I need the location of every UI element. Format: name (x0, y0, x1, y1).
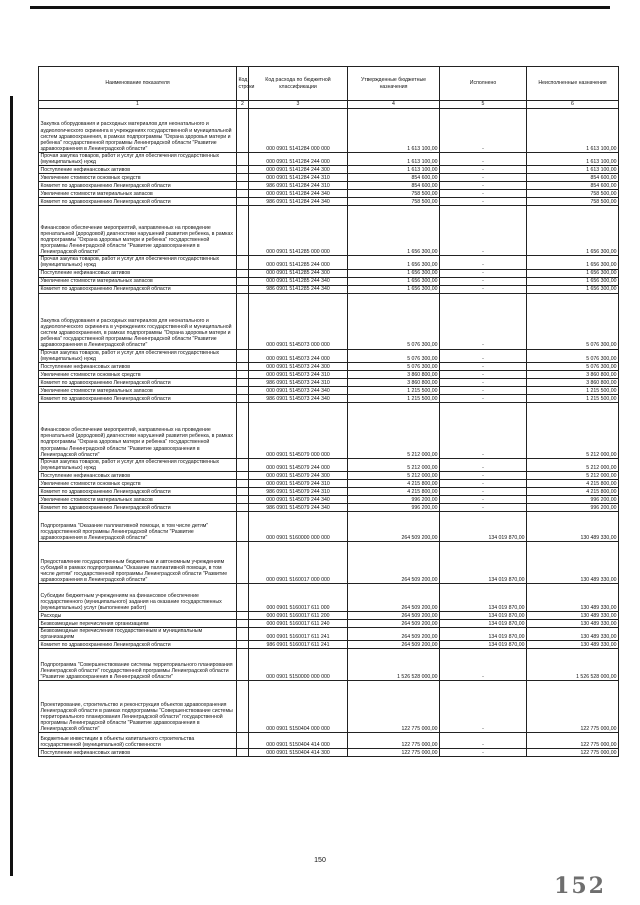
table-row (39, 628, 619, 641)
row-executed: - (440, 378, 527, 386)
row-approved: 122 775 000,00 (348, 749, 440, 757)
row-name: Комитет по здравоохранению Ленинградской области (39, 641, 237, 649)
row-line-code (237, 190, 249, 198)
row-line-code (237, 362, 249, 370)
row-name: Проектирование, строительство и реконструкция объектов здравоохранения Ленинградской области в рамках подпрограммы "Совершенствование системы территориального планирования Ленинградской области" государственной программы Ленинградской области "Развитие здравоохранения в Ленинградской области" (39, 681, 237, 733)
row-budget-code: 000 0901 5145079 244 340 (249, 496, 348, 504)
row-executed: - (440, 349, 527, 362)
row-line-code (237, 681, 249, 733)
row-executed: - (440, 362, 527, 370)
row-budget-code: 000 0901 5160017 000 000 (249, 542, 348, 584)
row-name: Предоставление государственным бюджетным и автономным учреждениям субсидий в рамках подпрограммы "Оказание паллиативной помощи, в том числе детям" государственной программы Ленинградской области "Развитие здравоохранения в Ленинградской области" (39, 542, 237, 584)
row-approved: 1 656 300,00 (348, 285, 440, 293)
row-executed: - (440, 190, 527, 198)
row-approved: 264 509 200,00 (348, 628, 440, 641)
row-budget-code: 000 0901 5150404 000 000 (249, 681, 348, 733)
row-approved: 758 500,00 (348, 190, 440, 198)
table-row (39, 542, 619, 584)
table-body (39, 109, 619, 757)
row-name: Финансовое обеспечение мероприятий, направленных на проведение пренатальной (дородовой) диагностики нарушений развития ребенка, в рамках подпрограммы "Охрана здоровья матери и ребенка" государственной программы Ленинградской области "Развитие здравоохранения в Ленинградской области" (39, 402, 237, 458)
row-remaining: 1 656 300,00 (527, 277, 619, 285)
row-executed: - (440, 277, 527, 285)
row-name: Поступление нефинансовых активов (39, 269, 237, 277)
row-name: Прочая закупка товаров, работ и услуг для обеспечения государственных (муниципальных) нужд (39, 153, 237, 166)
row-approved: 1 613 100,00 (348, 166, 440, 174)
row-executed: - (440, 293, 527, 349)
row-budget-code: 000 0901 5141284 244 310 (249, 174, 348, 182)
row-executed: - (440, 256, 527, 269)
row-remaining: 1 613 100,00 (527, 153, 619, 166)
row-name: Увеличение стоимости материальных запасов (39, 277, 237, 285)
row-line-code (237, 198, 249, 206)
row-executed: - (440, 285, 527, 293)
row-approved: 1 215 500,00 (348, 386, 440, 394)
row-budget-code: 000 0901 5145079 000 000 (249, 402, 348, 458)
row-approved: 122 775 000,00 (348, 681, 440, 733)
row-remaining: 5 076 300,00 (527, 362, 619, 370)
row-budget-code: 986 0901 5145073 244 310 (249, 378, 348, 386)
table-row (39, 458, 619, 471)
row-name: Увеличение стоимости материальных запасов (39, 190, 237, 198)
row-budget-code: 000 0901 5145079 244 000 (249, 458, 348, 471)
row-line-code (237, 612, 249, 620)
row-name: Комитет по здравоохранению Ленинградской области (39, 488, 237, 496)
row-line-code (237, 349, 249, 362)
row-remaining: 130 489 330,00 (527, 584, 619, 612)
row-name: Закупка оборудования и расходных материалов для неонатального и аудиологического скрининга в учреждениях государственной и муниципальной систем здравоохранения, в рамках подпрограммы "Охрана здоровья матери и ребенка" государственной программы Ленинградской области "Развитие здравоохранения в Ленинградской области" (39, 109, 237, 153)
table-row (39, 472, 619, 480)
table-row (39, 394, 619, 402)
row-remaining: 996 200,00 (527, 504, 619, 512)
row-line-code (237, 153, 249, 166)
row-executed: - (440, 394, 527, 402)
row-line-code (237, 620, 249, 628)
row-remaining: 3 860 800,00 (527, 378, 619, 386)
row-approved: 1 526 528 000,00 (348, 649, 440, 681)
row-line-code (237, 109, 249, 153)
row-remaining: 130 489 330,00 (527, 641, 619, 649)
column-number-row (39, 101, 619, 109)
table-row (39, 681, 619, 733)
row-budget-code: 986 0901 5160017 611 241 (249, 641, 348, 649)
row-approved: 1 613 100,00 (348, 153, 440, 166)
row-name: Комитет по здравоохранению Ленинградской области (39, 504, 237, 512)
row-name: Подпрограмма "Совершенствование системы территориального планирования Ленинградской области" государственной программы Ленинградской области "Развитие здравоохранения в Ленинградской области" (39, 649, 237, 681)
row-budget-code: 000 0901 5160000 000 000 (249, 512, 348, 542)
table-row (39, 749, 619, 757)
table-row (39, 362, 619, 370)
column-number: 4 (348, 101, 440, 109)
row-name: Увеличение стоимости основных средств (39, 370, 237, 378)
row-line-code (237, 174, 249, 182)
row-budget-code: 000 0901 5141284 244 300 (249, 166, 348, 174)
row-budget-code: 000 0901 5160017 611 200 (249, 612, 348, 620)
row-line-code (237, 628, 249, 641)
row-name: Закупка оборудования и расходных материалов для неонатального и аудиологического скрининга в учреждениях государственной и муниципальной систем здравоохранения, в рамках подпрограммы "Охрана здоровья матери и ребенка" государственной программы Ленинградской области "Развитие здравоохранения в Ленинградской области" (39, 293, 237, 349)
table-row (39, 620, 619, 628)
row-remaining: 1 656 300,00 (527, 269, 619, 277)
row-name: Бюджетные инвестиции в объекты капитального строительства государственной (муниципальной) собственности (39, 733, 237, 749)
row-line-code (237, 733, 249, 749)
row-remaining: 130 489 330,00 (527, 512, 619, 542)
row-line-code (237, 472, 249, 480)
table-row (39, 109, 619, 153)
row-line-code (237, 206, 249, 256)
row-remaining: 4 215 800,00 (527, 480, 619, 488)
column-number: 2 (237, 101, 249, 109)
row-executed: - (440, 370, 527, 378)
row-remaining: 5 076 300,00 (527, 349, 619, 362)
row-budget-code: 000 0901 5141285 244 300 (249, 269, 348, 277)
row-remaining: 854 600,00 (527, 182, 619, 190)
column-number: 5 (440, 101, 527, 109)
row-line-code (237, 378, 249, 386)
row-approved: 1 613 100,00 (348, 109, 440, 153)
row-executed: - (440, 749, 527, 757)
row-budget-code: 000 0901 5141285 244 000 (249, 256, 348, 269)
table-row (39, 641, 619, 649)
row-approved: 1 656 300,00 (348, 269, 440, 277)
row-budget-code: 000 0901 5141284 244 000 (249, 153, 348, 166)
column-number: 3 (249, 101, 348, 109)
row-executed: - (440, 198, 527, 206)
row-name: Поступление нефинансовых активов (39, 472, 237, 480)
row-name: Комитет по здравоохранению Ленинградской области (39, 198, 237, 206)
row-remaining: 5 212 000,00 (527, 402, 619, 458)
row-budget-code: 000 0901 5141284 000 000 (249, 109, 348, 153)
row-executed: 134 019 870,00 (440, 612, 527, 620)
row-remaining: 5 076 300,00 (527, 293, 619, 349)
row-line-code (237, 512, 249, 542)
row-budget-code: 986 0901 5145073 244 340 (249, 394, 348, 402)
row-approved: 264 509 200,00 (348, 512, 440, 542)
table-row (39, 293, 619, 349)
row-budget-code: 000 0901 5145073 244 340 (249, 386, 348, 394)
row-executed: - (440, 504, 527, 512)
row-approved: 264 509 200,00 (348, 620, 440, 628)
row-executed: 134 019 870,00 (440, 641, 527, 649)
row-approved: 758 500,00 (348, 198, 440, 206)
row-line-code (237, 480, 249, 488)
header-row (39, 67, 619, 101)
table-row (39, 256, 619, 269)
table-row (39, 386, 619, 394)
row-remaining: 758 500,00 (527, 198, 619, 206)
table-row (39, 649, 619, 681)
row-executed: 134 019 870,00 (440, 542, 527, 584)
row-approved: 5 076 300,00 (348, 349, 440, 362)
row-line-code (237, 182, 249, 190)
header-remaining: Неисполненные назначения (527, 67, 619, 101)
row-line-code (237, 641, 249, 649)
row-budget-code: 000 0901 5145079 244 310 (249, 480, 348, 488)
row-line-code (237, 488, 249, 496)
archive-stamp: 152 (554, 873, 606, 899)
row-line-code (237, 386, 249, 394)
row-remaining: 130 489 330,00 (527, 628, 619, 641)
row-executed: 134 019 870,00 (440, 512, 527, 542)
row-executed: - (440, 649, 527, 681)
table-row (39, 349, 619, 362)
row-line-code (237, 277, 249, 285)
row-budget-code: 000 0901 5145073 000 000 (249, 293, 348, 349)
row-line-code (237, 256, 249, 269)
row-budget-code: 000 0901 5141285 000 000 (249, 206, 348, 256)
row-executed: - (440, 480, 527, 488)
row-budget-code: 000 0901 5145073 244 000 (249, 349, 348, 362)
table-row (39, 285, 619, 293)
row-budget-code: 000 0901 5145079 244 300 (249, 472, 348, 480)
row-line-code (237, 370, 249, 378)
row-executed: - (440, 402, 527, 458)
row-remaining: 122 775 000,00 (527, 681, 619, 733)
row-line-code (237, 649, 249, 681)
row-budget-code: 000 0901 5160017 611 241 (249, 628, 348, 641)
row-remaining: 3 860 800,00 (527, 370, 619, 378)
row-line-code (237, 269, 249, 277)
table-row (39, 269, 619, 277)
row-name: Безвозмездные перечисления организациям (39, 620, 237, 628)
row-name: Прочая закупка товаров, работ и услуг для обеспечения государственных (муниципальных) нужд (39, 349, 237, 362)
row-approved: 3 860 800,00 (348, 370, 440, 378)
row-line-code (237, 293, 249, 349)
row-approved: 4 215 800,00 (348, 480, 440, 488)
row-name: Поступление нефинансовых активов (39, 362, 237, 370)
row-executed: - (440, 488, 527, 496)
row-approved: 264 509 200,00 (348, 584, 440, 612)
row-approved: 122 775 000,00 (348, 733, 440, 749)
row-executed: 134 019 870,00 (440, 584, 527, 612)
row-approved: 854 600,00 (348, 182, 440, 190)
row-budget-code: 000 0901 5150000 000 000 (249, 649, 348, 681)
row-budget-code: 000 0901 5150404 414 300 (249, 749, 348, 757)
table-row (39, 370, 619, 378)
row-budget-code: 000 0901 5150404 414 000 (249, 733, 348, 749)
row-budget-code: 986 0901 5145079 244 310 (249, 488, 348, 496)
row-remaining: 130 489 330,00 (527, 612, 619, 620)
header-budget-code: Код расхода по бюджетной классификации (249, 67, 348, 101)
row-remaining: 1 215 500,00 (527, 394, 619, 402)
row-executed: - (440, 458, 527, 471)
header-indicator-name: Наименование показателя (39, 67, 237, 101)
row-approved: 5 076 300,00 (348, 293, 440, 349)
row-name: Прочая закупка товаров, работ и услуг для обеспечения государственных (муниципальных) нужд (39, 256, 237, 269)
row-approved: 996 200,00 (348, 496, 440, 504)
row-approved: 1 656 300,00 (348, 277, 440, 285)
row-budget-code: 986 0901 5141285 244 340 (249, 285, 348, 293)
row-name: Субсидии бюджетным учреждениям на финансовое обеспечение государственного (муниципального) задания на оказание государственных (муниципальных) услуг (выполнение работ) (39, 584, 237, 612)
row-approved: 5 212 000,00 (348, 402, 440, 458)
table-row (39, 190, 619, 198)
row-approved: 5 076 300,00 (348, 362, 440, 370)
table-row (39, 612, 619, 620)
row-approved: 264 509 200,00 (348, 542, 440, 584)
table-row (39, 166, 619, 174)
row-executed: - (440, 269, 527, 277)
row-budget-code: 986 0901 5145079 244 340 (249, 504, 348, 512)
row-name: Безвозмездные перечисления государственным и муниципальным организациям (39, 628, 237, 641)
row-executed: - (440, 386, 527, 394)
row-budget-code: 000 0901 5160017 611 000 (249, 584, 348, 612)
row-remaining: 1 613 100,00 (527, 166, 619, 174)
row-executed: - (440, 153, 527, 166)
row-remaining: 5 212 000,00 (527, 472, 619, 480)
row-budget-code: 000 0901 5141284 244 340 (249, 190, 348, 198)
header-line-code: Код строки (237, 67, 249, 101)
row-line-code (237, 496, 249, 504)
table-row (39, 496, 619, 504)
row-budget-code: 000 0901 5145073 244 310 (249, 370, 348, 378)
row-executed: - (440, 472, 527, 480)
row-executed: - (440, 174, 527, 182)
row-line-code (237, 542, 249, 584)
row-executed: 134 019 870,00 (440, 620, 527, 628)
row-remaining: 1 656 300,00 (527, 206, 619, 256)
row-name: Увеличение стоимости материальных запасов (39, 496, 237, 504)
table-row (39, 488, 619, 496)
row-name: Комитет по здравоохранению Ленинградской области (39, 285, 237, 293)
row-approved: 1 656 300,00 (348, 206, 440, 256)
row-executed: - (440, 206, 527, 256)
table-row (39, 174, 619, 182)
row-line-code (237, 504, 249, 512)
row-line-code (237, 749, 249, 757)
row-name: Финансовое обеспечение мероприятий, направленных на проведение пренатальной (дородовой) диагностики нарушений развития ребенка, в рамках подпрограммы "Охрана здоровья матери и ребенка" государственной программы Ленинградской области "Развитие здравоохранения в Ленинградской области" (39, 206, 237, 256)
row-budget-code: 986 0901 5141284 244 310 (249, 182, 348, 190)
row-remaining: 1 656 300,00 (527, 285, 619, 293)
row-approved: 1 215 500,00 (348, 394, 440, 402)
row-executed: 134 019 870,00 (440, 628, 527, 641)
row-name: Увеличение стоимости материальных запасов (39, 386, 237, 394)
row-remaining: 1 656 300,00 (527, 256, 619, 269)
row-name: Прочая закупка товаров, работ и услуг для обеспечения государственных (муниципальных) нужд (39, 458, 237, 471)
row-executed: - (440, 496, 527, 504)
row-remaining: 996 200,00 (527, 496, 619, 504)
column-number: 6 (527, 101, 619, 109)
row-approved: 5 212 000,00 (348, 458, 440, 471)
row-name: Расходы (39, 612, 237, 620)
row-approved: 264 509 200,00 (348, 612, 440, 620)
row-budget-code: 000 0901 5145073 244 300 (249, 362, 348, 370)
row-remaining: 130 489 330,00 (527, 542, 619, 584)
row-remaining: 1 215 500,00 (527, 386, 619, 394)
table-row (39, 206, 619, 256)
row-remaining: 5 212 000,00 (527, 458, 619, 471)
table-row (39, 378, 619, 386)
row-name: Увеличение стоимости основных средств (39, 480, 237, 488)
row-approved: 996 200,00 (348, 504, 440, 512)
row-remaining: 1 613 100,00 (527, 109, 619, 153)
row-approved: 4 215 800,00 (348, 488, 440, 496)
table-row (39, 198, 619, 206)
row-line-code (237, 285, 249, 293)
row-approved: 854 600,00 (348, 174, 440, 182)
row-approved: 5 212 000,00 (348, 472, 440, 480)
row-approved: 1 656 300,00 (348, 256, 440, 269)
row-name: Комитет по здравоохранению Ленинградской области (39, 394, 237, 402)
table-row (39, 504, 619, 512)
table-row (39, 153, 619, 166)
budget-execution-table (38, 66, 619, 757)
row-approved: 264 509 200,00 (348, 641, 440, 649)
row-budget-code: 000 0901 5160017 611 240 (249, 620, 348, 628)
row-remaining: 122 775 000,00 (527, 733, 619, 749)
row-line-code (237, 584, 249, 612)
row-name: Комитет по здравоохранению Ленинградской области (39, 182, 237, 190)
row-approved: 3 860 800,00 (348, 378, 440, 386)
top-rule (30, 6, 610, 9)
column-number: 1 (39, 101, 237, 109)
row-remaining: 4 215 800,00 (527, 488, 619, 496)
row-line-code (237, 402, 249, 458)
row-name: Подпрограмма "Оказание паллиативной помощи, в том числе детям" государственной программы Ленинградской области "Развитие здравоохранения в Ленинградской области" (39, 512, 237, 542)
row-executed: - (440, 182, 527, 190)
row-remaining: 122 775 000,00 (527, 749, 619, 757)
row-name: Увеличение стоимости основных средств (39, 174, 237, 182)
row-executed: - (440, 733, 527, 749)
header-approved: Утвержденные бюджетные назначения (348, 67, 440, 101)
row-remaining: 130 489 330,00 (527, 620, 619, 628)
row-budget-code: 000 0901 5141285 244 340 (249, 277, 348, 285)
row-line-code (237, 458, 249, 471)
table-row (39, 512, 619, 542)
row-budget-code: 986 0901 5141284 244 340 (249, 198, 348, 206)
row-line-code (237, 394, 249, 402)
row-executed: - (440, 166, 527, 174)
binding-edge (10, 96, 13, 876)
row-name: Комитет по здравоохранению Ленинградской области (39, 378, 237, 386)
table-row (39, 277, 619, 285)
row-remaining: 758 500,00 (527, 190, 619, 198)
page-number: 150 (314, 857, 326, 864)
row-remaining: 854 600,00 (527, 174, 619, 182)
row-name: Поступление нефинансовых активов (39, 166, 237, 174)
header-executed: Исполнено (440, 67, 527, 101)
table-row (39, 480, 619, 488)
table-row (39, 182, 619, 190)
table-row (39, 584, 619, 612)
row-name: Поступление нефинансовых активов (39, 749, 237, 757)
table-row (39, 402, 619, 458)
row-executed: - (440, 109, 527, 153)
table-row (39, 733, 619, 749)
row-executed: - (440, 681, 527, 733)
row-remaining: 1 526 528 000,00 (527, 649, 619, 681)
row-line-code (237, 166, 249, 174)
